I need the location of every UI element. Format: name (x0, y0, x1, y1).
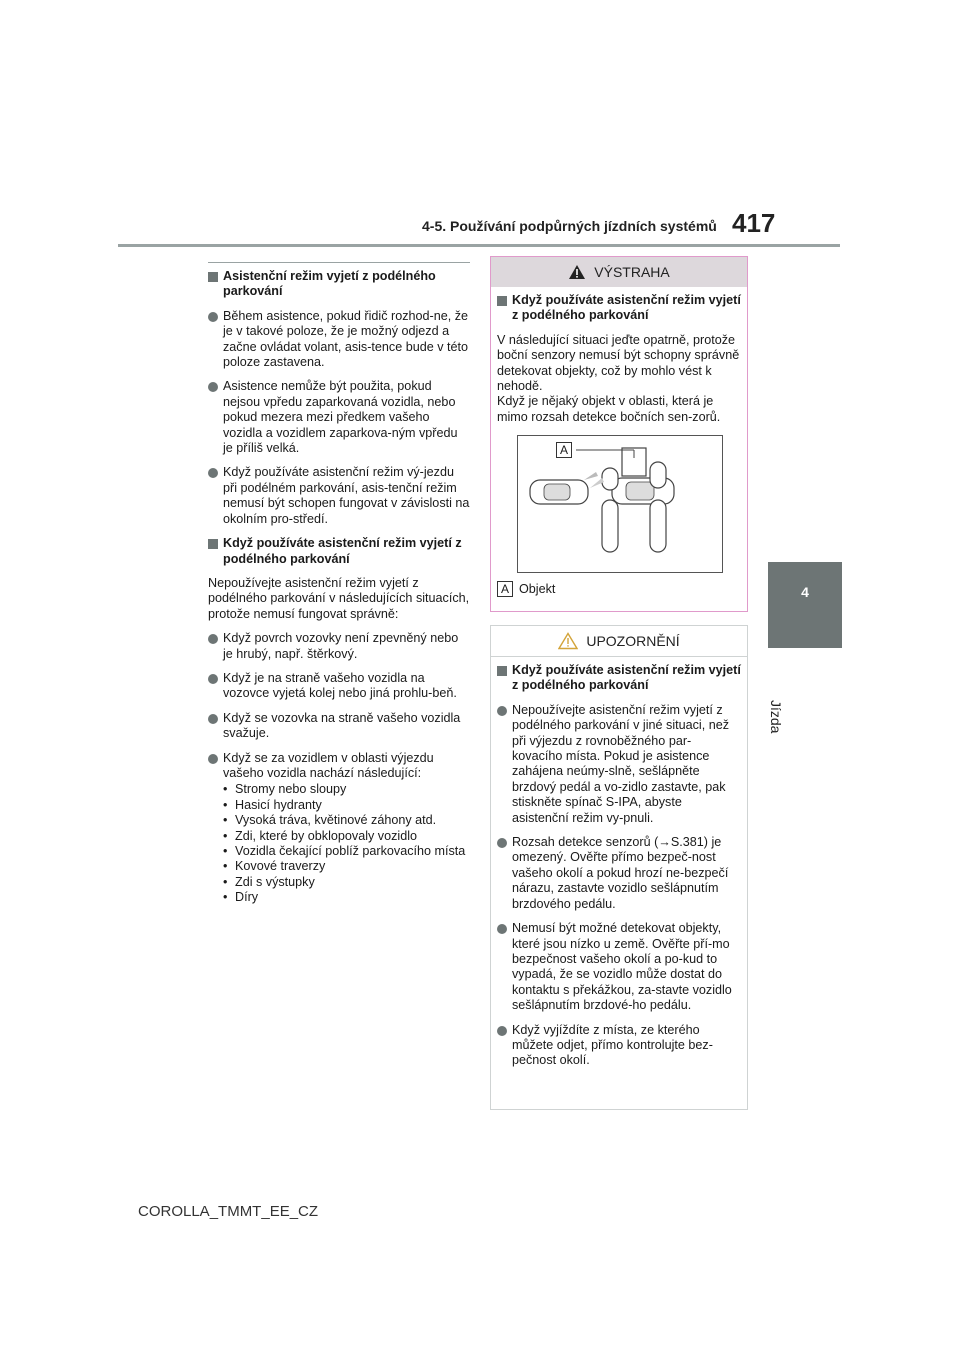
list-item: Když se za vozidlem v oblasti výjezdu vašeho vozidla nachází následující: (208, 751, 470, 782)
square-bullet-icon (208, 272, 218, 282)
round-bullet-icon (208, 382, 218, 392)
caution-header (491, 626, 747, 657)
round-bullet-icon (497, 924, 507, 934)
round-bullet-icon (208, 634, 218, 644)
sub-list-item: • Stromy nebo sloupy (223, 782, 347, 797)
chapter-tab: 4 (768, 562, 842, 648)
list-item: Během asistence, pokud řidič rozhod-ne, že je v takové poloze, že je možný odjezd a začne ovládat volant, asis-tence bude v této poloze zastavena. (208, 309, 470, 371)
column-rule (208, 262, 470, 263)
list-item: Nemusí být možné detekovat objekty, které jsou nízko u země. Ověřte pří-mo bezpečnost vašeho okolí a po-kud to vypadá, že se vozidlo může dostat do kontaktu s překážkou, za-stavte vozidlo sešlápnutím brzdové-ho pedálu. (497, 921, 741, 1013)
warning-paragraph: V následující situaci jeďte opatrně, protože boční senzory nemusí být schopny správně detekovat objekty, což by mohlo vést k nehodě. (497, 332, 740, 394)
parking-diagram (517, 435, 723, 573)
sub-list-item: • Hasicí hydranty (223, 797, 322, 812)
square-bullet-icon (497, 666, 507, 676)
round-bullet-icon (497, 838, 507, 848)
list-item: Když povrch vozovky není zpevněný nebo je hrubý, např. štěrkový. (208, 631, 470, 662)
square-bullet-icon (208, 539, 218, 549)
caution-heading: Když používáte asistenční režim vyjetí z podélného parkování (497, 663, 741, 694)
section-heading (208, 269, 470, 300)
heading-text: Když používáte asistenční režim vyjetí z podélného parkování (223, 536, 462, 566)
list-item: Když se vozovka na straně vašeho vozidla svažuje. (208, 711, 470, 742)
round-bullet-icon (208, 312, 218, 322)
intro-paragraph: Nepoužívejte asistenční režim vyjetí z podélného parkování v následujících situacích, protože nemusí fungovat správně: (208, 575, 470, 621)
round-bullet-icon (208, 714, 218, 724)
warning-header (491, 257, 747, 287)
list-item: Rozsah detekce senzorů (→S.381) je omezený. Ověřte přímo bezpeč-nost vašeho okolí a pokud hrozí ne-bezpečí nárazu, zastavte vozidlo sešlápnutím brzdového pedálu. (497, 835, 741, 912)
list-item: Když používáte asistenční režim vý-jezdu při podélném parkování, asis-tenční režim nemusí být schopen fungovat v závislosti na okolním pro-středí. (208, 465, 470, 527)
list-item: Když je na straně vašeho vozidla na vozovce vyjetá kolej nebo jiná prohlu-beň. (208, 671, 470, 702)
section-title: 4-5. Používání podpůrných jízdních systémů (422, 218, 717, 234)
legend-text: Objekt (519, 581, 556, 596)
round-bullet-icon (497, 1026, 507, 1036)
round-bullet-icon (208, 754, 218, 764)
list-item: Nepoužívejte asistenční režim vyjetí z podélného parkování v jiné situaci, než při výjezdu z rovnoběžného par-kovacího místa. Pokud je asistence zahájena neúmy-slně, sešlápněte brzdový pedál a vo-zidlo zastavte, pak stiskněte spínač S-IPA, abyste asistenční režim vy-pnuli. (497, 703, 741, 826)
section-heading (208, 536, 470, 567)
caution-title: UPOZORNĚNÍ (586, 633, 680, 649)
left-column (208, 262, 470, 906)
sub-list-item: • Zdi, které by obklopovaly vozidlo (223, 828, 418, 843)
warning-title: VÝSTRAHA (594, 264, 670, 280)
object-marker-label: A (556, 442, 572, 458)
warning-heading: Když používáte asistenční režim vyjetí z podélného parkování (497, 293, 741, 324)
caution-box (490, 625, 748, 1110)
list-item: Asistence nemůže být použita, pokud nejsou vpředu zaparkovaná vozidla, nebo pokud mezera mezi předkem vašeho vozidla a vozidlem zaparkova-ným vpředu je příliš velká. (208, 379, 470, 456)
heading-text: Asistenční režim vyjetí z podélného parkování (223, 269, 436, 299)
warning-triangle-icon (568, 264, 586, 280)
parking-illustration (518, 436, 722, 572)
sub-list-item: • Zdi s výstupky (223, 874, 315, 889)
warning-paragraph: Když je nějaký objekt v oblasti, která je mimo rozsah detekce bočních sen-zorů. (497, 394, 721, 424)
sub-list-item: • Vozidla čekající poblíž parkovacího místa (223, 844, 466, 858)
legend-marker: A (497, 581, 513, 597)
warning-box (490, 256, 748, 612)
round-bullet-icon (497, 706, 507, 716)
diagram-legend (497, 581, 741, 597)
sub-list-item: • Díry (223, 890, 259, 905)
header-rule (118, 244, 840, 247)
sub-list (223, 782, 470, 905)
page-number: 417 (732, 208, 776, 238)
caution-triangle-icon (558, 632, 578, 650)
round-bullet-icon (208, 468, 218, 478)
sub-list-item: • Kovové traverzy (223, 859, 326, 874)
list-item: Když vyjíždíte z místa, ze kterého můžete odjet, přímo kontrolujte bez-pečnost okolí. (497, 1023, 741, 1069)
chapter-label: Jízda (768, 700, 784, 734)
document-id: COROLLA_TMMT_EE_CZ (138, 1203, 319, 1220)
square-bullet-icon (497, 296, 507, 306)
round-bullet-icon (208, 674, 218, 684)
sub-list-item: • Vysoká tráva, květinové záhony atd. (223, 813, 437, 828)
